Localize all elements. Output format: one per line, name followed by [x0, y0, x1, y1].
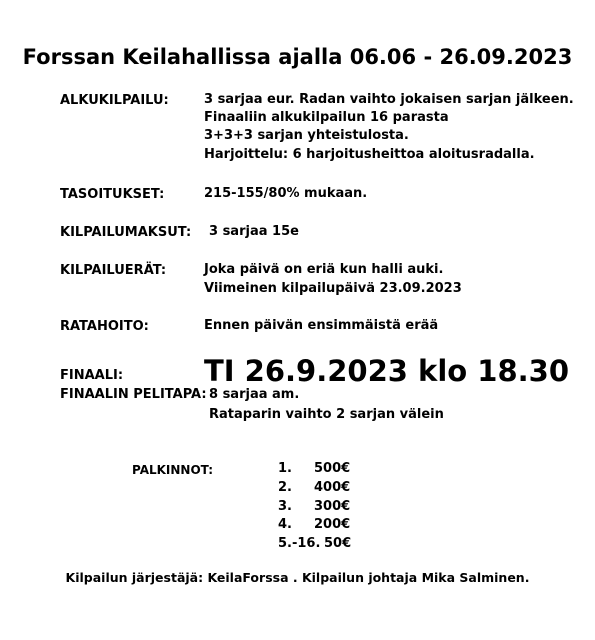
ratahoito-value: Ennen päivän ensimmäistä erää — [204, 318, 439, 333]
prize-rank: 2. — [278, 480, 292, 495]
alkukilpailu-line-4: Harjoittelu: 6 harjoitusheittoa aloitusradalla. — [204, 147, 535, 162]
kilpailumaksut-label: KILPAILUMAKSUT: — [60, 225, 192, 240]
prize-amount: 200€ — [314, 517, 351, 532]
ratahoito-label: RATAHOITO: — [60, 319, 149, 334]
kilpailuerat-label: KILPAILUERÄT: — [60, 263, 167, 278]
prize-amount: 500€ — [314, 461, 351, 476]
tasoitukset-value: 215-155/80% mukaan. — [204, 186, 368, 201]
prize-rank: 5.-16. — [278, 536, 321, 551]
finaalin-pelitapa-line-1: 8 sarjaa am. — [209, 387, 300, 402]
finaali-label: FINAALI: — [60, 368, 124, 383]
alkukilpailu-line-3: 3+3+3 sarjan yhteistulosta. — [204, 128, 409, 143]
finaalin-pelitapa-label: FINAALIN PELITAPA: — [60, 387, 207, 402]
prize-rank: 1. — [278, 461, 292, 476]
prize-rank: 3. — [278, 499, 292, 514]
kilpailumaksut-value: 3 sarjaa 15e — [209, 224, 299, 239]
prize-amount: 400€ — [314, 480, 351, 495]
alkukilpailu-line-1: 3 sarjaa eur. Radan vaihto jokaisen sarjan jälkeen. — [204, 92, 574, 107]
page-subtitle: Forssan Keilahallissa ajalla 06.06 - 26.09.2023 — [22, 45, 573, 69]
prize-amount: 300€ — [314, 499, 351, 514]
organizer-footer: Kilpailun järjestäjä: KeilaForssa . Kilpailun johtaja Mika Salminen. — [65, 570, 530, 585]
prize-amount: 50€ — [324, 536, 352, 551]
alkukilpailu-line-2: Finaaliin alkukilpailun 16 parasta — [204, 110, 449, 125]
finaali-date: TI 26.9.2023 klo 18.30 — [204, 354, 570, 388]
alkukilpailu-label: ALKUKILPAILU: — [60, 93, 169, 108]
title-lettering — [0, 0, 595, 14]
title-banner — [0, 0, 595, 14]
tasoitukset-label: TASOITUKSET: — [60, 187, 165, 202]
finaalin-pelitapa-line-2: Rataparin vaihto 2 sarjan välein — [209, 407, 444, 422]
kilpailuerat-line-1: Joka päivä on eriä kun halli auki. — [204, 262, 444, 277]
prizes-label: PALKINNOT: — [132, 463, 214, 477]
prize-rank: 4. — [278, 517, 292, 532]
kilpailuerat-line-2: Viimeinen kilpailupäivä 23.09.2023 — [204, 281, 462, 296]
